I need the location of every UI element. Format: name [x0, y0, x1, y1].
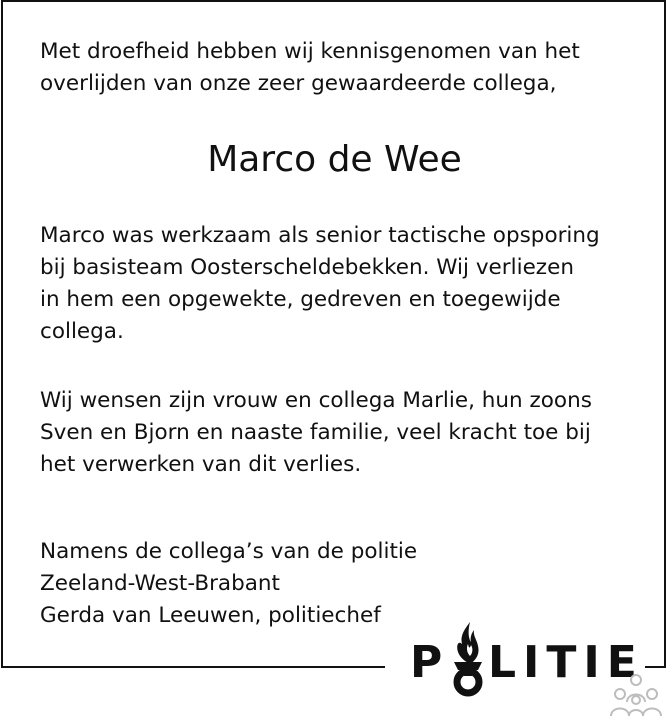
body-line: in hem een opgewekte, gedreven en toegewijde: [40, 287, 561, 312]
body-paragraph-2: [40, 385, 592, 481]
frame-border-top: [1, 0, 666, 2]
politie-flame-emblem-icon: [446, 620, 490, 698]
body-line: Marco was werkzaam als senior tactische opsporing: [40, 223, 600, 248]
people-group-icon: [606, 672, 666, 720]
body-line: bij basisteam Oosterscheldebekken. Wij verliezen: [40, 255, 574, 280]
frame-border-left: [1, 0, 3, 668]
body-line: Wij wensen zijn vrouw en collega Marlie, hun zoons: [40, 388, 592, 413]
signature-line: Zeeland-West-Brabant: [40, 571, 280, 596]
body-line: Sven en Bjorn en naaste familie, veel kracht toe bij: [40, 420, 591, 445]
body-line: collega.: [40, 319, 124, 344]
intro-line: overlijden van onze zeer gewaardeerde collega,: [40, 71, 557, 96]
intro-line: Met droefheid hebben wij kennisgenomen van het: [40, 39, 580, 64]
signature-line: Gerda van Leeuwen, politiechef: [40, 603, 381, 628]
body-paragraph-1: [40, 220, 600, 348]
logo-letter-p: P: [410, 637, 450, 688]
frame-border-bottom-left: [1, 666, 385, 668]
signature-line: Namens de collega’s van de politie: [40, 539, 418, 564]
intro-paragraph: [40, 36, 580, 100]
frame-border-right: [664, 0, 666, 668]
frame-border-bottom-right: [645, 666, 666, 668]
signature-block: [40, 536, 417, 632]
logo-letters-rest: LITIE: [488, 637, 644, 688]
deceased-name: Marco de Wee: [207, 139, 462, 180]
body-line: het verwerken van dit verlies.: [40, 452, 362, 477]
